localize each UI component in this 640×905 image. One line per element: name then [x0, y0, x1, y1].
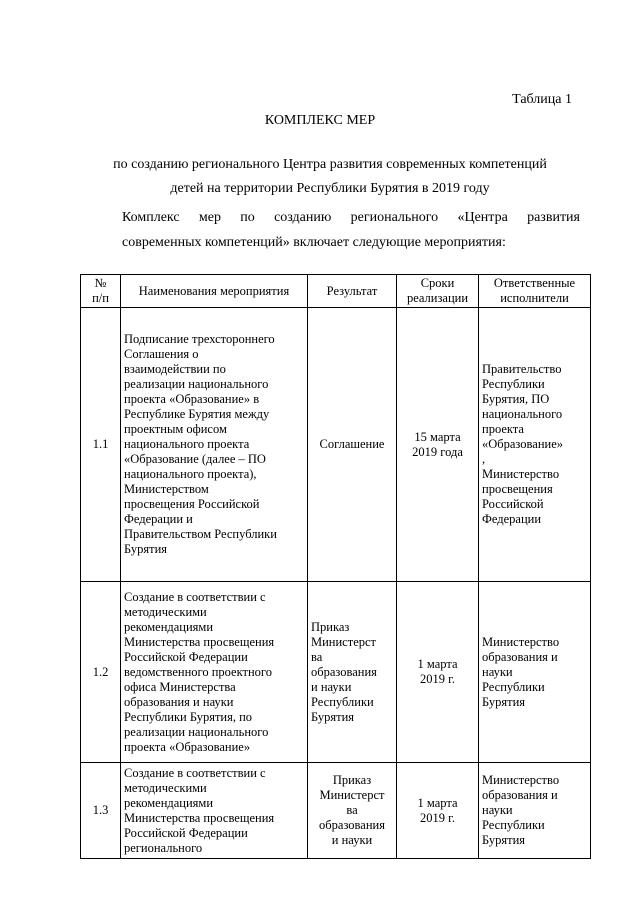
row-name: Создание в соответствии с методическими рекомендациями Министерства просвещения Российской Федерации регионального — [121, 763, 308, 859]
row-executors: Министерство образования и науки Республики Бурятия — [479, 763, 591, 859]
intro-paragraph — [80, 205, 580, 255]
row-num: 1.1 — [81, 308, 121, 582]
document-subtitle — [80, 153, 580, 201]
table-header-row — [81, 275, 591, 308]
table-row — [81, 582, 591, 763]
header-result: Результат — [308, 275, 397, 308]
measures-table — [80, 274, 591, 859]
table-label: Таблица 1 — [512, 92, 572, 107]
row-result: Приказ Министерст ва образования и науки Республики Бурятия — [308, 582, 397, 763]
table-row — [81, 763, 591, 859]
row-num: 1.2 — [81, 582, 121, 763]
subtitle-line-2: детей на территории Республики Бурятия в 2019 году — [170, 181, 490, 196]
header-dates: Сроки реализации — [397, 275, 479, 308]
row-name: Подписание трехстороннего Соглашения о взаимодействии по реализации национального проекта «Образование» в Республике Бурятия между проектным офисом национального проекта «Образование (далее – ПО национального проекта), Министерством просвещения Российской Федерации и Правительством Республики Бурятия — [121, 308, 308, 582]
row-result: Приказ Министерст ва образования и науки — [308, 763, 397, 859]
row-executors: Правительство Республики Бурятия, ПО национального проекта «Образование» , Министерство просвещения Российской Федерации — [479, 308, 591, 582]
row-dates: 1 марта 2019 г. — [397, 763, 479, 859]
table-row — [81, 308, 591, 582]
document-title: КОМПЛЕКС МЕР — [264, 113, 376, 128]
header-executors: Ответственные исполнители — [479, 275, 591, 308]
intro-line-2: современных компетенций» включает следующие мероприятия: — [122, 235, 506, 250]
row-result: Соглашение — [308, 308, 397, 582]
row-name: Создание в соответствии с методическими рекомендациями Министерства просвещения Российской Федерации ведомственного проектного офиса Министерства образования и науки Республики Бурятия, по реализации национального проекта «Образование» — [121, 582, 308, 763]
header-num: № п/п — [81, 275, 121, 308]
row-executors: Министерство образования и науки Республики Бурятия — [479, 582, 591, 763]
row-num: 1.3 — [81, 763, 121, 859]
intro-line-1: Комплекс мер по созданию регионального «Центра развития — [122, 210, 580, 225]
header-name: Наименования мероприятия — [121, 275, 308, 308]
row-dates: 15 марта 2019 года — [397, 308, 479, 582]
row-dates: 1 марта 2019 г. — [397, 582, 479, 763]
subtitle-line-1: по созданию регионального Центра развития современных компетенций — [113, 157, 547, 172]
